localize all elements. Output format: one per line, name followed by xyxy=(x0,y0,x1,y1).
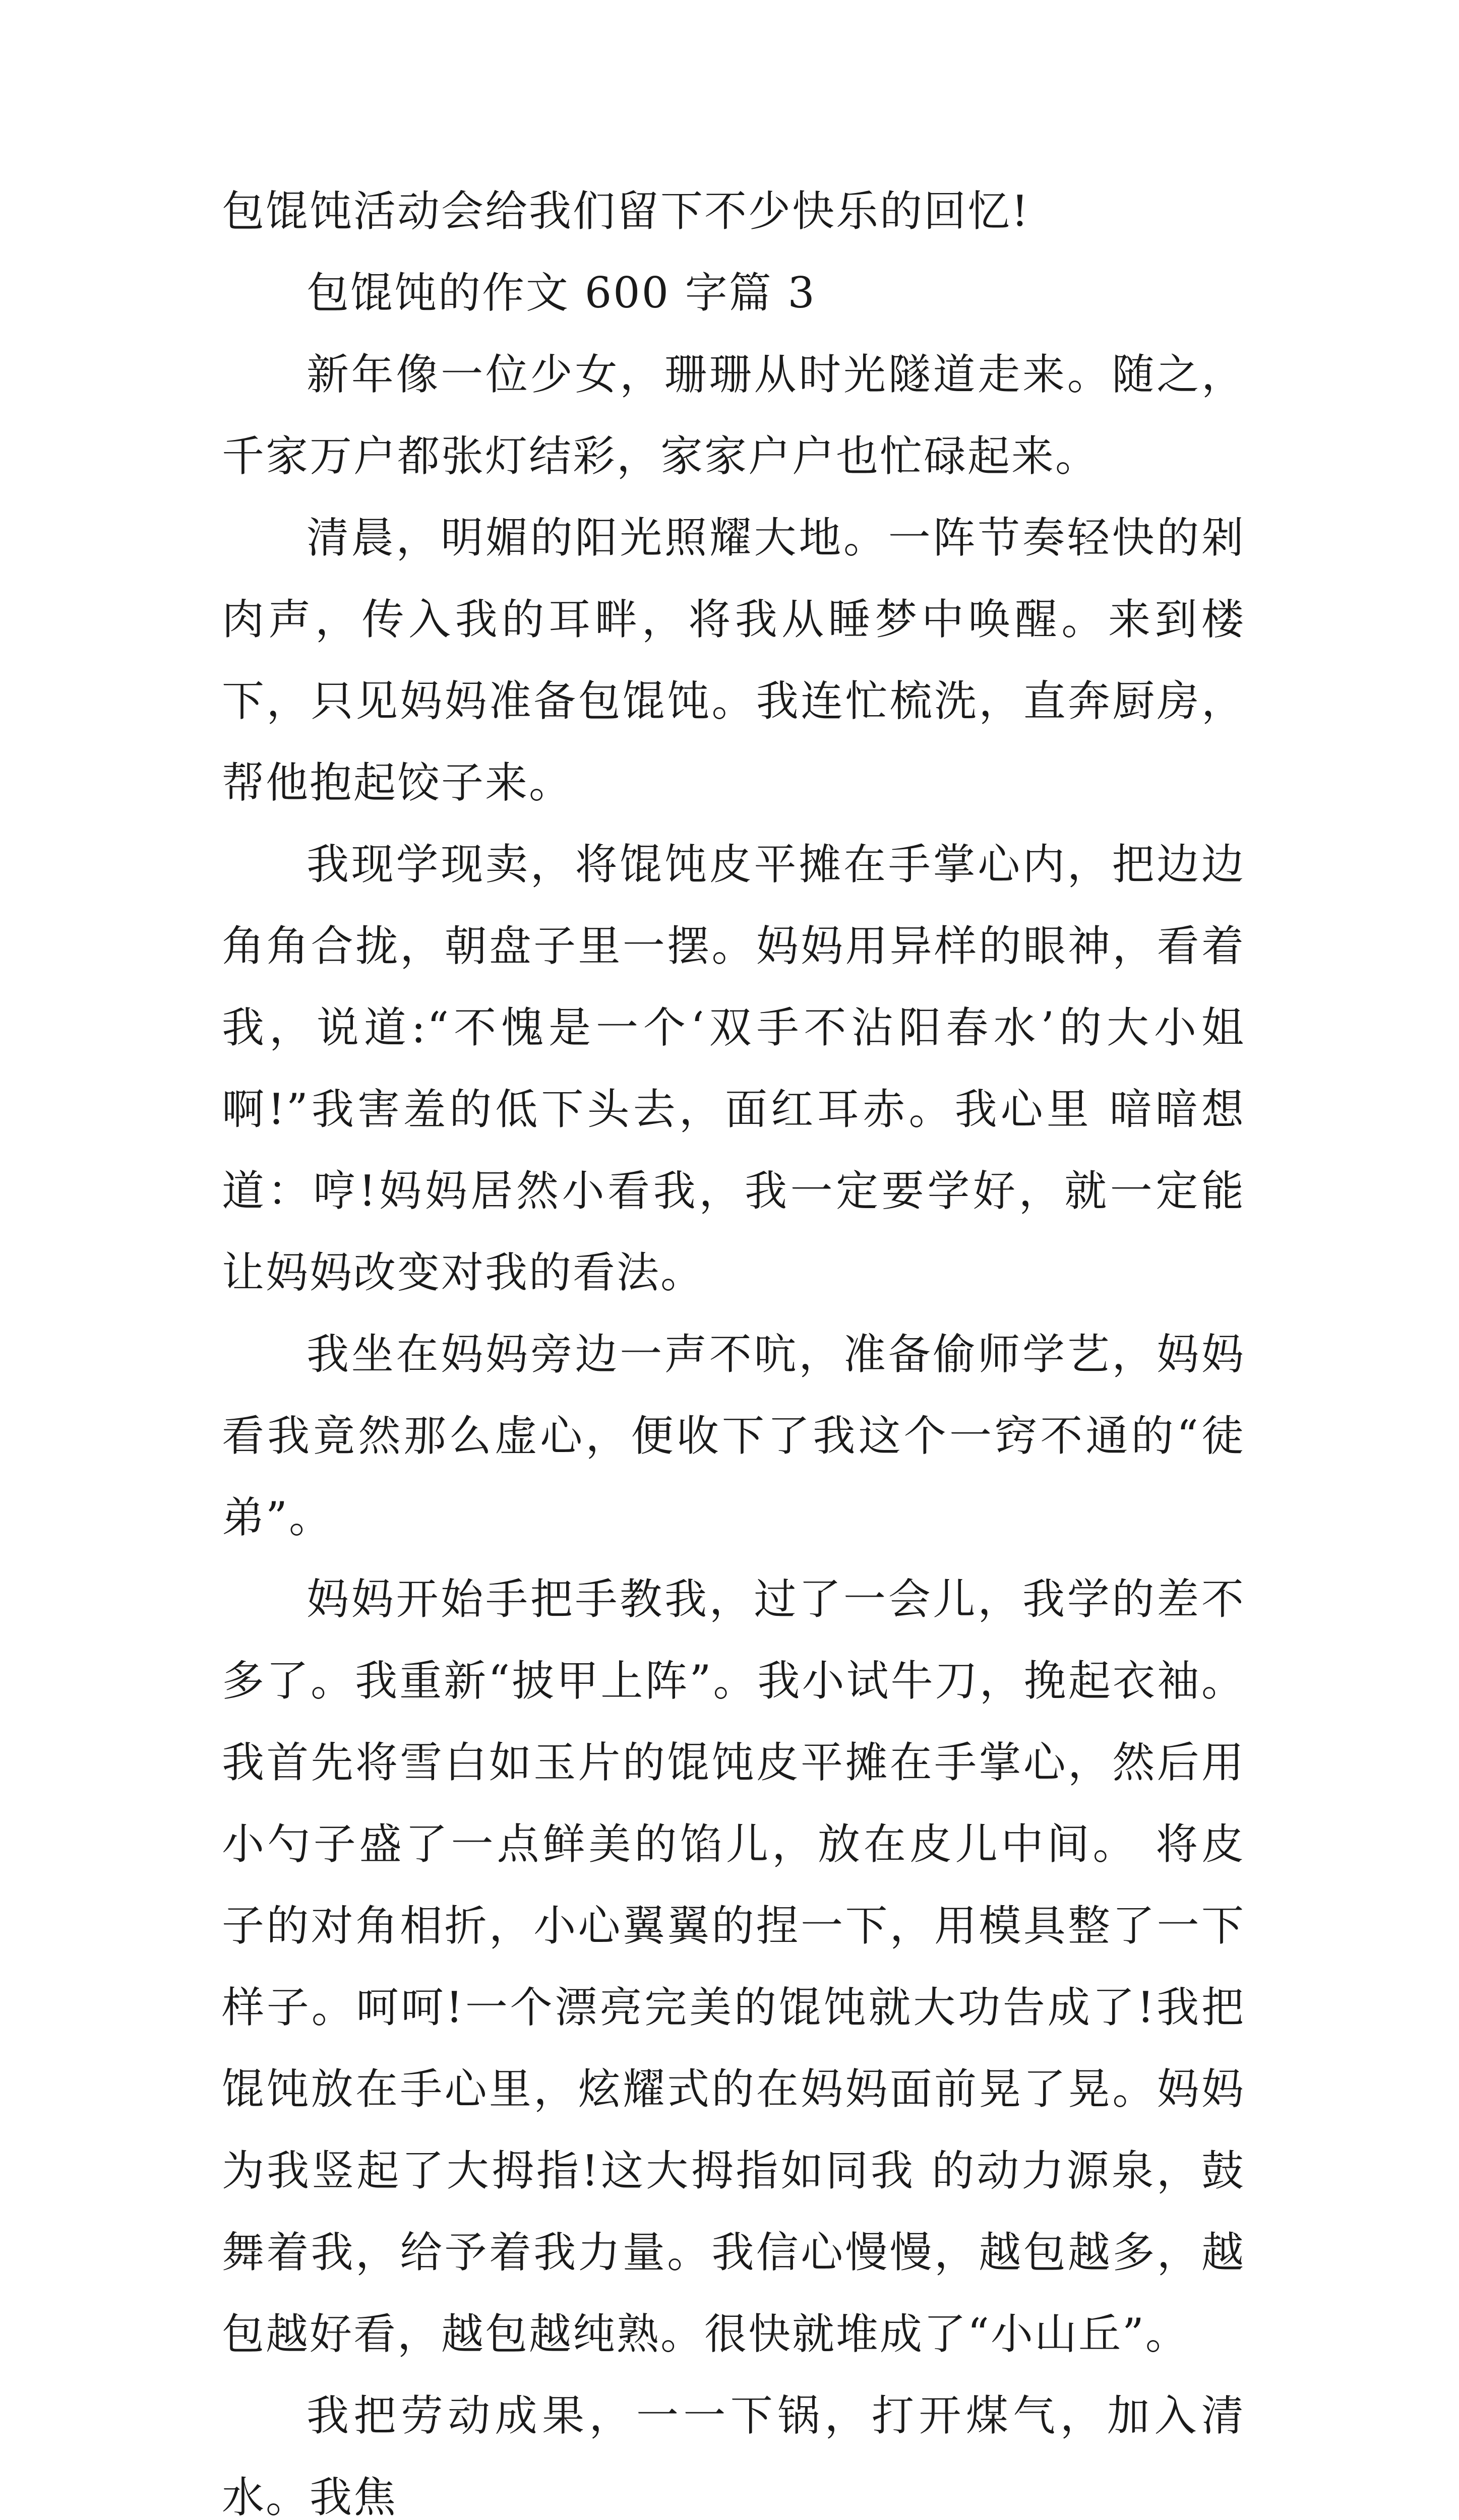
paragraph: 清晨，明媚的阳光照耀大地。一阵节奏轻快的剁肉声，传入我的耳畔，将我从睡梦中唤醒。来到楼下，只见妈妈准备包馄饨。我连忙梳洗，直奔厨房，帮他抱起饺子来。 xyxy=(222,513,1245,807)
section-heading: 包馄饨的作文 600 字篇 3 xyxy=(307,268,816,318)
paragraph: 我坐在妈妈旁边一声不吭，准备偷师学艺，妈妈看我竟然那么虚心，便收下了我这个一窍不通的“徒弟”。 xyxy=(222,1330,1245,1542)
paragraph: 妈妈开始手把手教我，过了一会儿，我学的差不多了。我重新“披甲上阵”。我小试牛刀，挽起衣袖。我首先将雪白如玉片的馄饨皮平摊在手掌心，然后用小勺子盛了一点鲜美的馅儿，放在皮儿中间。 将皮子的对角相折，小心翼翼的捏一下，用模具整了一下样子。呵呵!一个漂亮完美的馄饨就大功告成了!我把馄饨放在手心里，炫耀式的在妈妈面前晃了晃。妈妈为我竖起了大拇指!这大拇指如同我 的动力源泉，鼓舞着我，给予着我力量。我信心慢慢，越包越多，越包越好看，越包越纯熟。很快就堆成了“小山丘”。 xyxy=(222,1574,1245,2359)
paragraph: 新年像一位少女，珊珊从时光隧道走来。随之，千家万户都张灯结彩，家家户户也忙碌起来。 xyxy=(222,350,1245,481)
document-body xyxy=(222,170,1245,2520)
paragraph: 我现学现卖，将馄饨皮平摊在手掌心内，把边边角角合拢，朝盘子里一摆。妈妈用异样的眼神，看着我，说道:“不愧是一个‘双手不沾阳春水’的大小姐啊!”我害羞的低下头去，面红耳赤。我心里 暗暗想道：哼!妈妈居然小看我，我一定要学好，就一定能让妈妈改变对我的看法。 xyxy=(222,840,1245,1297)
paragraph: 包馄饨活动会给我们留下不少快乐的回忆! xyxy=(222,186,1030,236)
paragraph: 我把劳动成果，一一下锅，打开煤气，加入清水。我焦 xyxy=(222,2391,1245,2520)
